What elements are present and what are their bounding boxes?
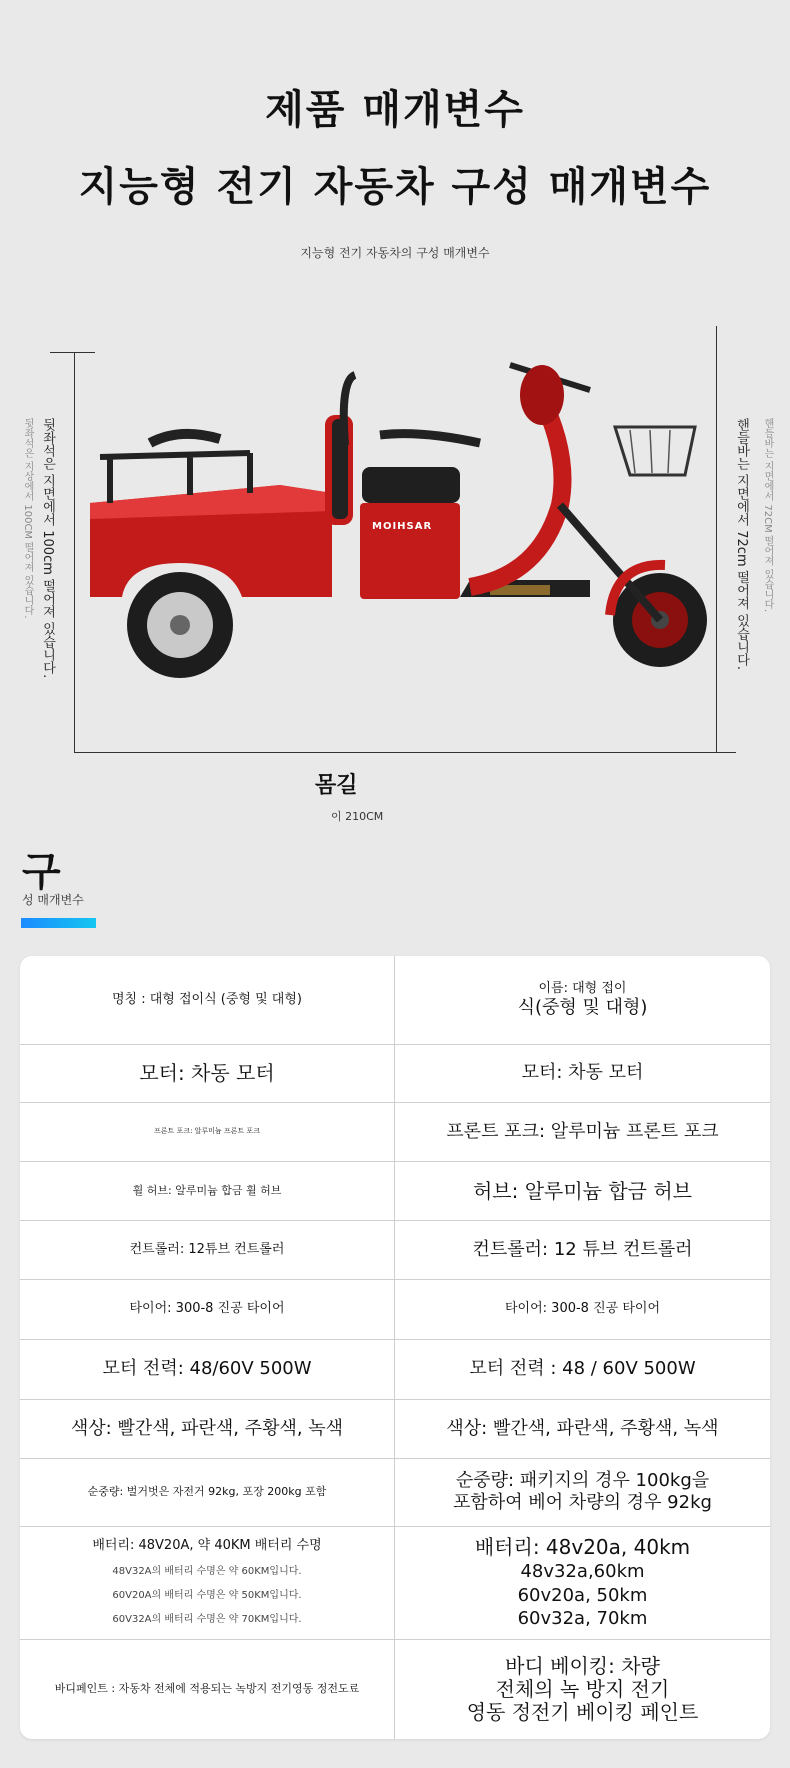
spec-cell-left [20,1399,395,1458]
spec-cell-right [395,1161,770,1220]
electric-tricycle-image [70,335,720,680]
table-row [20,1339,770,1400]
spec-text: 60v20a, 50km [517,1584,648,1606]
spec-text: 48v32a,60km [520,1561,645,1583]
spec-text: 타이어: 300-8 진공 타이어 [129,1301,285,1317]
table-row [20,1044,770,1103]
dimension-tick-bottom [716,752,736,753]
spec-subtext: 48V32A의 배터리 수명은 약 60KM입니다. [112,1565,302,1577]
spec-text: 프론트 포크: 알루미늄 프론트 포크 [446,1120,719,1142]
spec-text: 허브: 알루미늄 합금 허브 [472,1178,692,1203]
spec-cell-left [20,1102,395,1161]
spec-cell-right [395,956,770,1044]
spec-text: 영동 정전기 베이킹 페인트 [466,1699,699,1724]
spec-text: 바디페인트 : 자동차 전체에 적용되는 녹방지 전기영동 정전도료 [54,1682,360,1696]
spec-cell-left [20,1458,395,1526]
spec-text: 배터리: 48V20A, 약 40KM 배터리 수명 [92,1538,322,1553]
table-row [20,1279,770,1340]
table-row [20,1458,770,1527]
spec-text: 컨트롤러: 12튜브 컨트롤러 [129,1241,285,1257]
config-subheading: 성 매개변수 [22,893,84,907]
handlebar-height-label-faint: 핸들바는 지면에서 72CM 떨어져 있습니다. [762,418,773,613]
spec-subtext: 60V20A의 배터리 수명은 약 50KM입니다. [112,1589,302,1601]
spec-text: 모터: 차동 모터 [139,1061,275,1085]
spec-cell-left [20,1161,395,1220]
seat-height-label-faint: 뒷좌석은 지상에서 100CM 떨어져 있습니다. [22,418,33,619]
spec-text: 배터리: 48v20a, 40km [474,1535,691,1560]
table-row [20,1526,770,1640]
spec-cell-right [395,1458,770,1526]
table-row [20,1161,770,1221]
spec-text: 휠 허브: 알루미늄 합금 휠 허브 [132,1183,282,1197]
page-title: 제품 매개변수 [265,87,525,133]
section-caption: 지능형 전기 자동차의 구성 매개변수 [300,246,490,260]
spec-cell-right [395,1044,770,1102]
table-row [20,1102,770,1162]
spec-cell-left [20,1526,395,1639]
spec-text: 60v32a, 70km [517,1608,648,1630]
spec-text: 이름: 대형 접이 [538,981,627,997]
spec-text: 색상: 빨간색, 파란색, 주황색, 녹색 [446,1417,719,1439]
spec-cell-left [20,1339,395,1399]
spec-cell-right [395,1102,770,1161]
config-accent-bar [21,918,96,928]
spec-cell-right [395,1220,770,1279]
spec-text: 색상: 빨간색, 파란색, 주황색, 녹색 [70,1417,344,1439]
spec-cell-left [20,956,395,1044]
spec-text: 모터 전력 : 48 / 60V 500W [469,1358,696,1380]
spec-cell-right [395,1279,770,1339]
vehicle-logo: MOIHSAR [372,521,433,532]
spec-cell-left [20,1639,395,1739]
spec-cell-right [395,1526,770,1639]
spec-cell-right [395,1399,770,1458]
seat-height-label: 뒷좌석은 지면에서 100cm 떨어져 있습니다. [40,418,55,679]
spec-text: 타이어: 300-8 진공 타이어 [504,1301,661,1317]
table-row [20,1220,770,1280]
spec-text: 바디 베이킹: 차량 [505,1653,660,1678]
spec-table [20,956,770,1739]
handlebar-height-label: 핸들바는 지면에서 72cm 떨어져 있습니다. [734,418,749,671]
spec-cell-right [395,1339,770,1399]
spec-text: 전체의 녹 방지 전기 [495,1676,670,1701]
spec-subtext: 60V32A의 배터리 수명은 약 70KM입니다. [112,1613,302,1625]
spec-text: 프론트 포크: 알루미늄 프론트 포크 [154,1127,260,1136]
body-length-value: 이 210CM [331,810,384,823]
table-row [20,1639,770,1739]
table-row [20,1399,770,1459]
spec-text: 모터 전력: 48/60V 500W [102,1358,312,1380]
spec-text: 순중량: 벌거벗은 자전거 92kg, 포장 200kg 포함 [87,1485,327,1499]
config-heading: 구 [22,849,61,895]
body-length-label: 몸길 [315,773,358,798]
spec-cell-left [20,1279,395,1339]
spec-text: 명칭 : 대형 접이식 (중형 및 대형) [111,992,302,1008]
page-subtitle: 지능형 전기 자동차 구성 매개변수 [78,164,712,210]
spec-text: 포함하여 베어 차량의 경우 92kg [453,1492,712,1513]
table-row [20,956,770,1045]
spec-text: 순중량: 패키지의 경우 100kg을 [455,1470,710,1492]
spec-text: 컨트롤러: 12 튜브 컨트롤러 [472,1238,693,1260]
spec-text: 식(중형 및 대형) [517,997,648,1018]
spec-cell-left [20,1220,395,1279]
spec-cell-left [20,1044,395,1102]
spec-text: 모터: 차동 모터 [521,1062,644,1084]
spec-cell-right [395,1639,770,1739]
